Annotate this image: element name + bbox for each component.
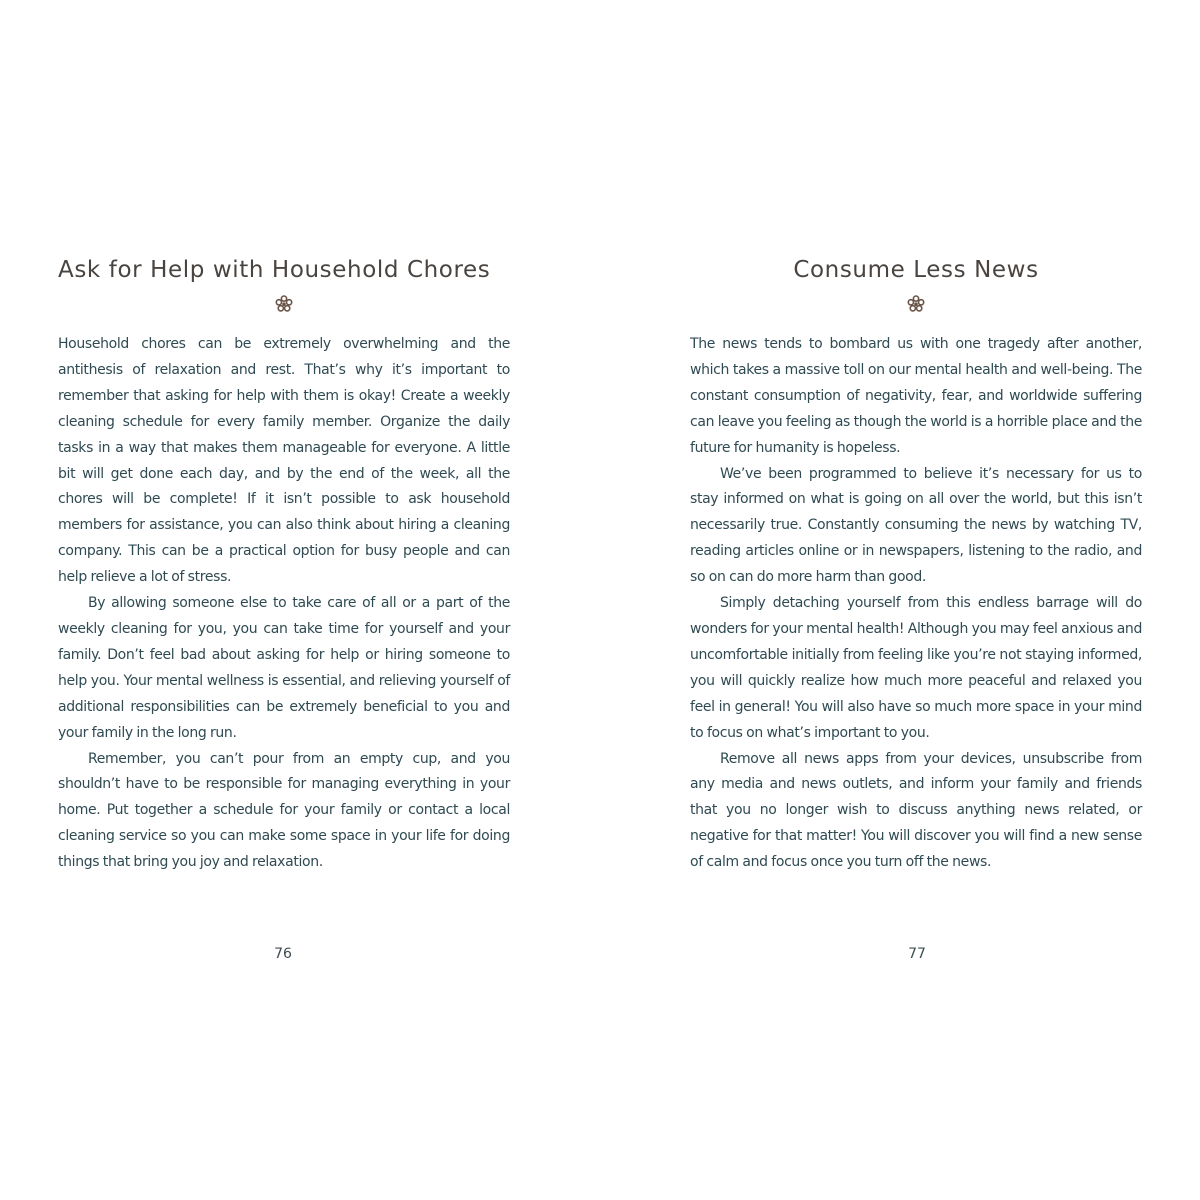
left-page-heading: Ask for Help with Household Chores [58, 257, 491, 283]
left-page-body [58, 332, 510, 876]
paragraph: Remove all news apps from your devices, unsubscribe from any media and news outlets, and inform your family and friends that you no longer wish to discuss anything news related, or negative for that matter! You will discover you will find a new sense of calm and focus once you turn off the news. [690, 750, 1142, 871]
paragraph: The news tends to bombard us with one tragedy after another, which takes a massive toll on our mental health and well-being. The constant consumption of negativity, fear, and worldwide suffering can leave you feeling as though the world is a horrible place and the future for humanity is hopeless. [690, 336, 1142, 456]
flower-ornament-icon [906, 294, 926, 314]
left-page [58, 252, 510, 876]
paragraph: Household chores can be extremely overwhelming and the antithesis of relaxation and rest. That’s why it’s important to remember that asking for help with them is okay! Create a weekly cleaning schedule for every family member. Organize the daily tasks in a way that makes them manageable for everyone. A little bit will get done each day, and by the end of the week, all the chores will be complete! If it isn’t possible to ask household members for assistance, you can also think about hiring a cleaning company. This can be a practical option for busy people and can help relieve a lot of stress. [58, 336, 510, 586]
right-page-body [690, 332, 1142, 876]
right-page [690, 252, 1142, 876]
paragraph: We’ve been programmed to believe it’s necessary for us to stay informed on what is going on all over the world, but this isn’t necessarily true. Constantly consuming the news by watching TV, reading articles online or in newspapers, listening to the radio, and so on can do more harm than good. [690, 465, 1142, 586]
flower-ornament-icon [274, 294, 294, 314]
page-number-left: 76 [274, 946, 292, 962]
paragraph: By allowing someone else to take care of all or a part of the weekly cleaning for you, you can take time for yourself and your family. Don’t feel bad about asking for help or hiring someone to help you. Your mental wellness is essential, and relieving yourself of additional responsibilities can be extremely beneficial to you and your family in the long run. [58, 595, 510, 741]
page-number-right: 77 [908, 946, 926, 962]
paragraph: Remember, you can’t pour from an empty cup, and you shouldn’t have to be responsible for managing everything in your home. Put together a schedule for your family or contact a local cleaning service so you can make some space in your life for doing things that bring you joy and relaxation. [58, 750, 510, 871]
paragraph: Simply detaching yourself from this endless barrage will do wonders for your mental health! Although you may feel anxious and uncomfortable initially from feeling like you’re not staying informed, you will quickly realize how much more peaceful and relaxed you feel in general! You will also have so much more space in your mind to focus on what’s important to you. [690, 595, 1142, 741]
right-page-heading: Consume Less News [793, 257, 1039, 283]
